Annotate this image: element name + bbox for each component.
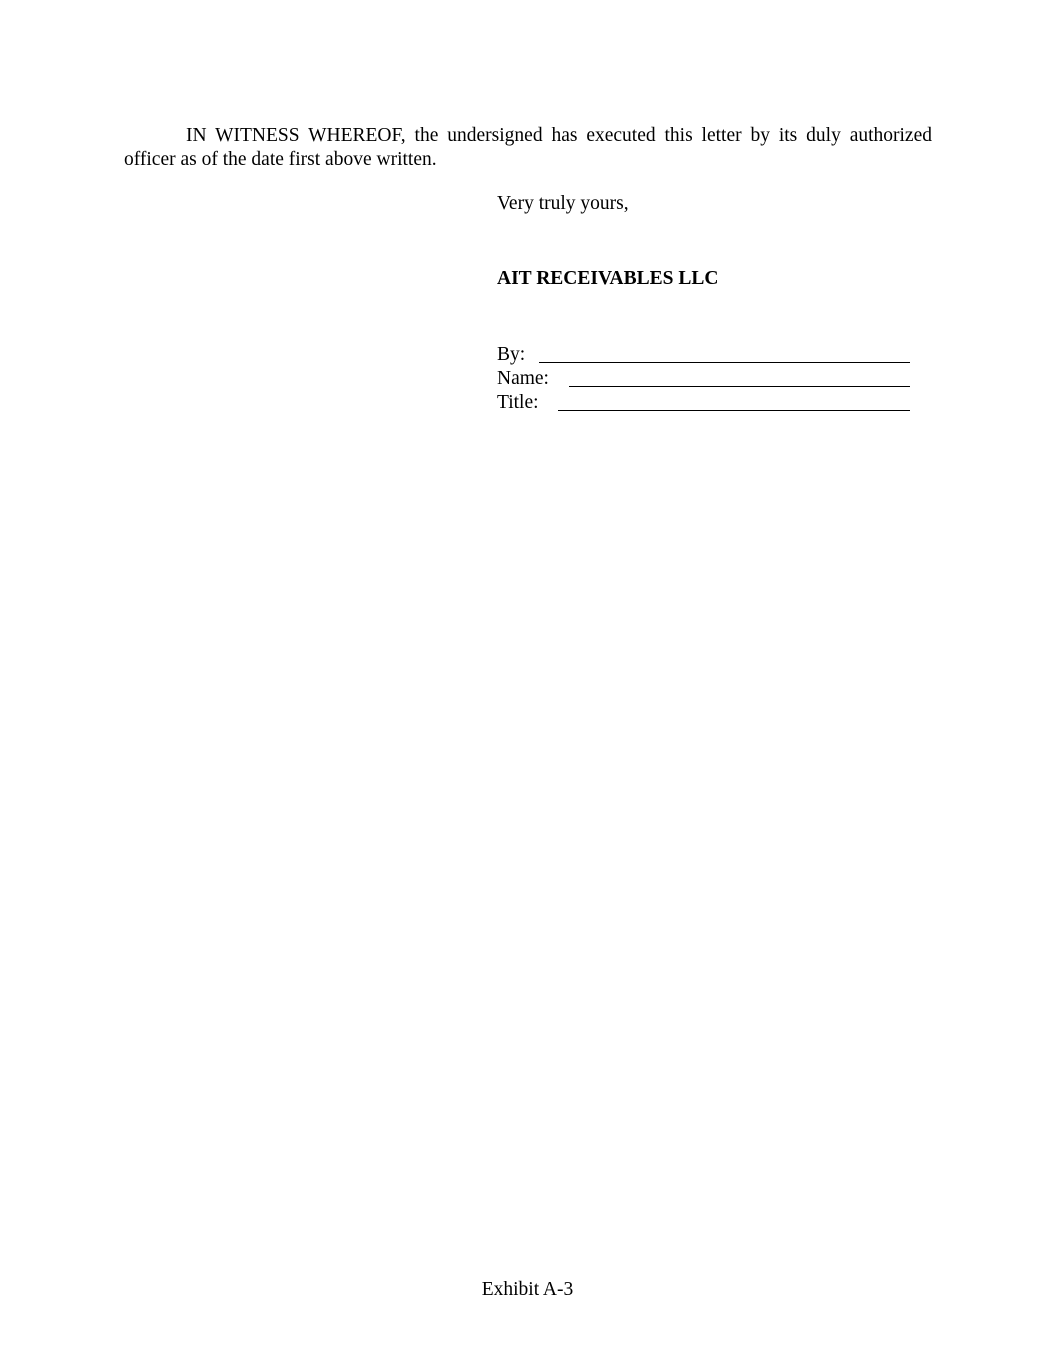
closing-salutation: Very truly yours, [497,193,629,214]
title-signature-line [558,410,910,411]
witness-paragraph-line-1: IN WITNESS WHEREOF, the undersigned has executed this letter by its duly authorized [186,125,932,146]
company-name: AIT RECEIVABLES LLC [497,268,719,289]
witness-paragraph-line-2: officer as of the date first above written. [124,149,437,170]
name-signature-line [569,386,910,387]
name-label: Name: [497,368,549,389]
signature-row-by [497,343,910,367]
title-label: Title: [497,392,539,413]
signature-row-name [497,367,910,391]
witness-paragraph [124,124,932,172]
by-label: By: [497,344,526,365]
signature-block [497,343,910,415]
by-signature-line [539,362,910,363]
signature-row-title [497,391,910,415]
page-footer-exhibit: Exhibit A-3 [481,1279,574,1300]
